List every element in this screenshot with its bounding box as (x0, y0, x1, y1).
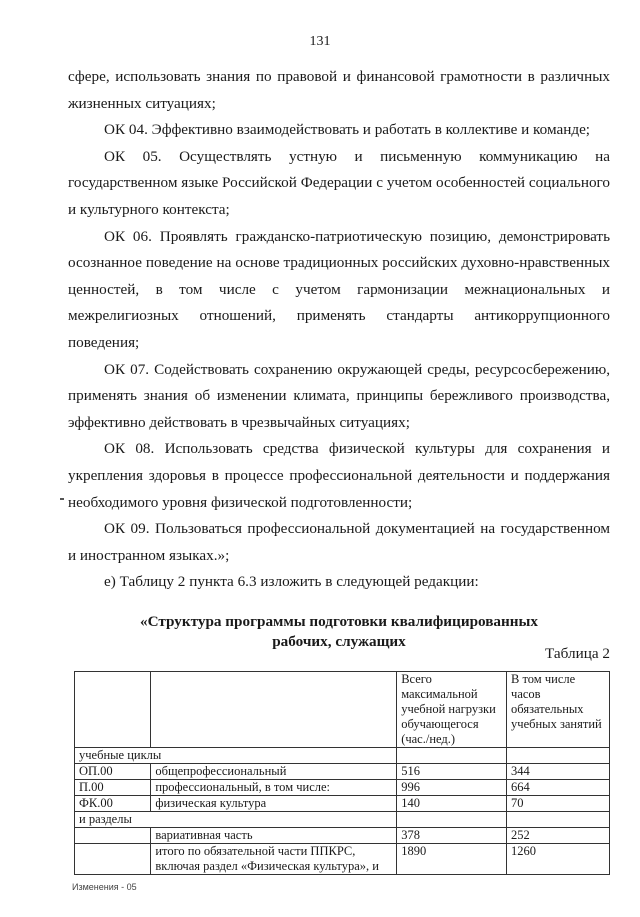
table-row (75, 844, 610, 875)
paragraph-ok06: ОК 06. Проявлять гражданско-патриотическую позицию, демонстрировать осознанное поведение на основе традиционных российских духовно-нравственных ценностей, в том числе с учетом гармонизации межнациональных и межрелигиозных отношений, применять стандарты антикоррупционного поведения; (68, 227, 610, 351)
table-title-line-1: «Структура программы подготовки квалифицированных (140, 613, 538, 630)
row-mandatory: 664 (507, 780, 610, 796)
cell-empty (507, 812, 610, 828)
row-name: физическая культура (151, 796, 397, 812)
row-name: вариативная часть (151, 828, 397, 844)
row-name: общепрофессиональный (151, 764, 397, 780)
structure-table (74, 671, 610, 875)
row-total: 140 (397, 796, 507, 812)
cell-empty (397, 812, 507, 828)
row-mandatory: 70 (507, 796, 610, 812)
section-cycles-label: учебные циклы (75, 748, 397, 764)
table-row (75, 764, 610, 780)
cell-empty (397, 748, 507, 764)
section-parts-label: и разделы (75, 812, 397, 828)
scan-mark (60, 498, 64, 500)
row-total: 378 (397, 828, 507, 844)
table-row (75, 796, 610, 812)
header-mandatory-hours: В том числе часов обязательных учебных занятий (507, 672, 610, 748)
paragraph-ok04: ОК 04. Эффективно взаимодействовать и работать в коллективе и команде; (104, 121, 591, 139)
row-code: ФК.00 (75, 796, 151, 812)
table-title-line-2: рабочих, служащих (272, 633, 406, 650)
header-total-load: Всего максимальной учебной нагрузки обучающегося (час./нед.) (397, 672, 507, 748)
paragraph-ok07: ОК 07. Содействовать сохранению окружающей среды, ресурсосбережению, применять знания об изменении климата, принципы бережливого производства, эффективно действовать в чрезвычайных ситуациях; (68, 360, 610, 431)
row-code: ОП.00 (75, 764, 151, 780)
page-number: 131 (309, 34, 331, 49)
paragraph-ok09: ОК 09. Пользоваться профессиональной документацией на государственном и иностранном языках.»; (68, 520, 610, 564)
row-code (75, 844, 151, 875)
row-total: 996 (397, 780, 507, 796)
table-label: Таблица 2 (545, 645, 610, 662)
row-total: 516 (397, 764, 507, 780)
paragraph-ok08: ОК 08. Использовать средства физической культуры для сохранения и укрепления здоровья в процессе профессиональной деятельности и поддержания необходимого уровня физической подготовленности; (68, 440, 610, 511)
table-title (68, 612, 610, 652)
body-text (68, 64, 610, 596)
header-cell-empty-1 (75, 672, 151, 748)
row-mandatory: 1260 (507, 844, 610, 875)
table-row (75, 828, 610, 844)
row-name: профессиональный, в том числе: (151, 780, 397, 796)
paragraph-continuation: сфере, использовать знания по правовой и финансовой грамотности в различных жизненных ситуациях; (68, 68, 610, 112)
paragraph-ok05: ОК 05. Осуществлять устную и письменную коммуникацию на государственном языке Российской Федерации с учетом особенностей социального и культурного контекста; (68, 147, 610, 218)
table-row (75, 780, 610, 796)
row-name: итого по обязательной части ППКРС, включая раздел «Физическая культура», и (151, 844, 397, 875)
table-header-row (75, 672, 610, 748)
footer-note: Изменения - 05 (72, 882, 137, 892)
header-cell-empty-2 (151, 672, 397, 748)
cell-empty (507, 748, 610, 764)
table-row-section-parts (75, 812, 610, 828)
row-mandatory: 252 (507, 828, 610, 844)
row-code (75, 828, 151, 844)
table-row-section-cycles (75, 748, 610, 764)
row-mandatory: 344 (507, 764, 610, 780)
paragraph-table-instruction: е) Таблицу 2 пункта 6.3 изложить в следующей редакции: (104, 573, 479, 591)
row-code: П.00 (75, 780, 151, 796)
row-total: 1890 (397, 844, 507, 875)
